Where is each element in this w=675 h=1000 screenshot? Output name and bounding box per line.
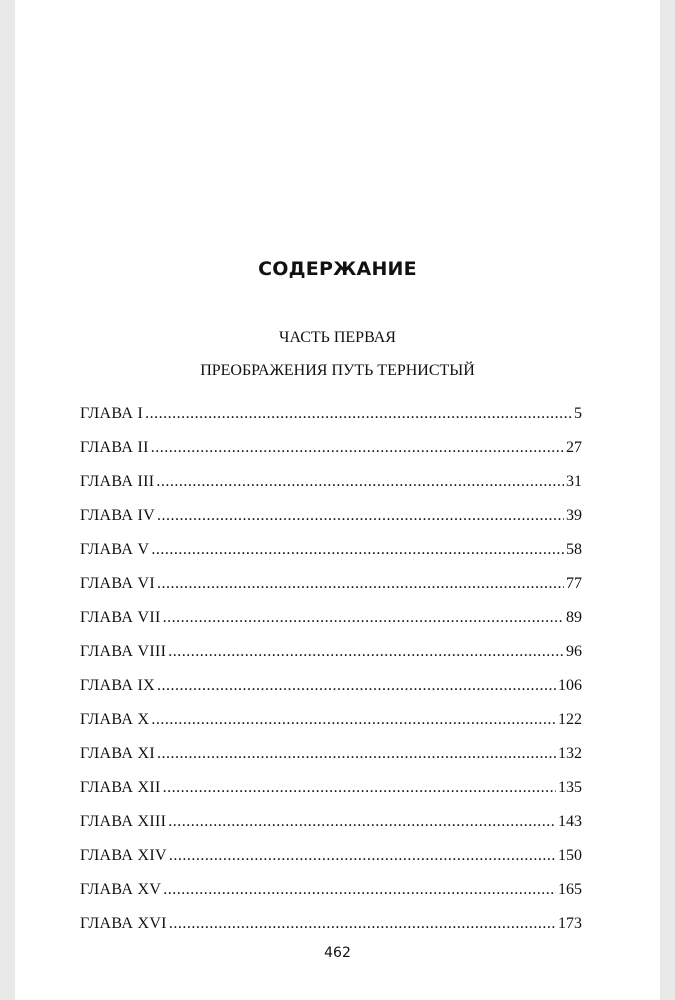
- toc-leader-dots: [151, 439, 564, 457]
- page-number: 462: [324, 945, 351, 961]
- toc-entry[interactable]: [80, 439, 582, 473]
- toc-entry[interactable]: [80, 813, 582, 847]
- toc-leader-dots: [169, 915, 556, 933]
- toc-entry[interactable]: [80, 677, 582, 711]
- toc-entry[interactable]: [80, 473, 582, 507]
- toc-leader-dots: [151, 711, 556, 729]
- toc-leader-dots: [157, 575, 564, 593]
- toc-list: [80, 405, 582, 949]
- part-name: ПРЕОБРАЖЕНИЯ ПУТЬ ТЕРНИСТЫЙ: [200, 362, 475, 379]
- toc-entry-page: 165: [558, 881, 582, 898]
- toc-entry-page: 77: [566, 575, 582, 592]
- toc-leader-dots: [163, 881, 556, 899]
- toc-leader-dots: [145, 405, 572, 423]
- part-label: ЧАСТЬ ПЕРВАЯ: [279, 329, 396, 346]
- toc-leader-dots: [157, 677, 556, 695]
- toc-entry[interactable]: [80, 881, 582, 915]
- toc-entry-label: ГЛАВА XIII: [80, 813, 167, 830]
- toc-entry[interactable]: [80, 847, 582, 881]
- toc-entry-page: 173: [558, 915, 582, 932]
- toc-leader-dots: [157, 507, 564, 525]
- toc-leader-dots: [169, 847, 556, 865]
- toc-entry-page: 143: [558, 813, 582, 830]
- toc-entry[interactable]: [80, 779, 582, 813]
- toc-entry[interactable]: [80, 915, 582, 949]
- toc-entry-page: 89: [566, 609, 582, 626]
- toc-entry[interactable]: [80, 541, 582, 575]
- toc-entry-label: ГЛАВА VIII: [80, 643, 167, 660]
- toc-leader-dots: [156, 473, 564, 491]
- toc-entry-page: 5: [574, 405, 582, 422]
- toc-leader-dots: [168, 813, 556, 831]
- toc-entry[interactable]: [80, 643, 582, 677]
- toc-entry-label: ГЛАВА XV: [80, 881, 162, 898]
- toc-entry-label: ГЛАВА XIV: [80, 847, 167, 864]
- toc-entry-page: 122: [558, 711, 582, 728]
- toc-entry-page: 58: [566, 541, 582, 558]
- toc-entry-label: ГЛАВА XVI: [80, 915, 167, 932]
- toc-entry-page: 96: [566, 643, 582, 660]
- toc-entry-label: ГЛАВА VI: [80, 575, 155, 592]
- toc-entry-label: ГЛАВА III: [80, 473, 155, 490]
- toc-entry[interactable]: [80, 575, 582, 609]
- toc-entry[interactable]: [80, 745, 582, 779]
- toc-entry-label: ГЛАВА XII: [80, 779, 161, 796]
- toc-entry-label: ГЛАВА XI: [80, 745, 155, 762]
- toc-leader-dots: [163, 609, 564, 627]
- toc-entry[interactable]: [80, 609, 582, 643]
- document-page: [15, 0, 660, 1000]
- toc-entry-label: ГЛАВА IV: [80, 507, 155, 524]
- toc-entry-page: 27: [566, 439, 582, 456]
- toc-entry[interactable]: [80, 405, 582, 439]
- toc-entry[interactable]: [80, 507, 582, 541]
- toc-entry-page: 150: [558, 847, 582, 864]
- toc-leader-dots: [151, 541, 564, 559]
- toc-leader-dots: [157, 745, 556, 763]
- toc-entry-label: ГЛАВА X: [80, 711, 150, 728]
- toc-entry-page: 39: [566, 507, 582, 524]
- toc-entry[interactable]: [80, 711, 582, 745]
- toc-entry-label: ГЛАВА I: [80, 405, 144, 422]
- toc-entry-page: 132: [558, 745, 582, 762]
- toc-entry-page: 31: [566, 473, 582, 490]
- toc-entry-label: ГЛАВА IX: [80, 677, 155, 694]
- toc-entry-page: 135: [558, 779, 582, 796]
- toc-entry-label: ГЛАВА II: [80, 439, 149, 456]
- toc-entry-page: 106: [558, 677, 582, 694]
- toc-leader-dots: [168, 643, 564, 661]
- toc-leader-dots: [163, 779, 556, 797]
- toc-entry-label: ГЛАВА VII: [80, 609, 161, 626]
- toc-title: СОДЕРЖАНИЕ: [258, 258, 417, 280]
- toc-entry-label: ГЛАВА V: [80, 541, 150, 558]
